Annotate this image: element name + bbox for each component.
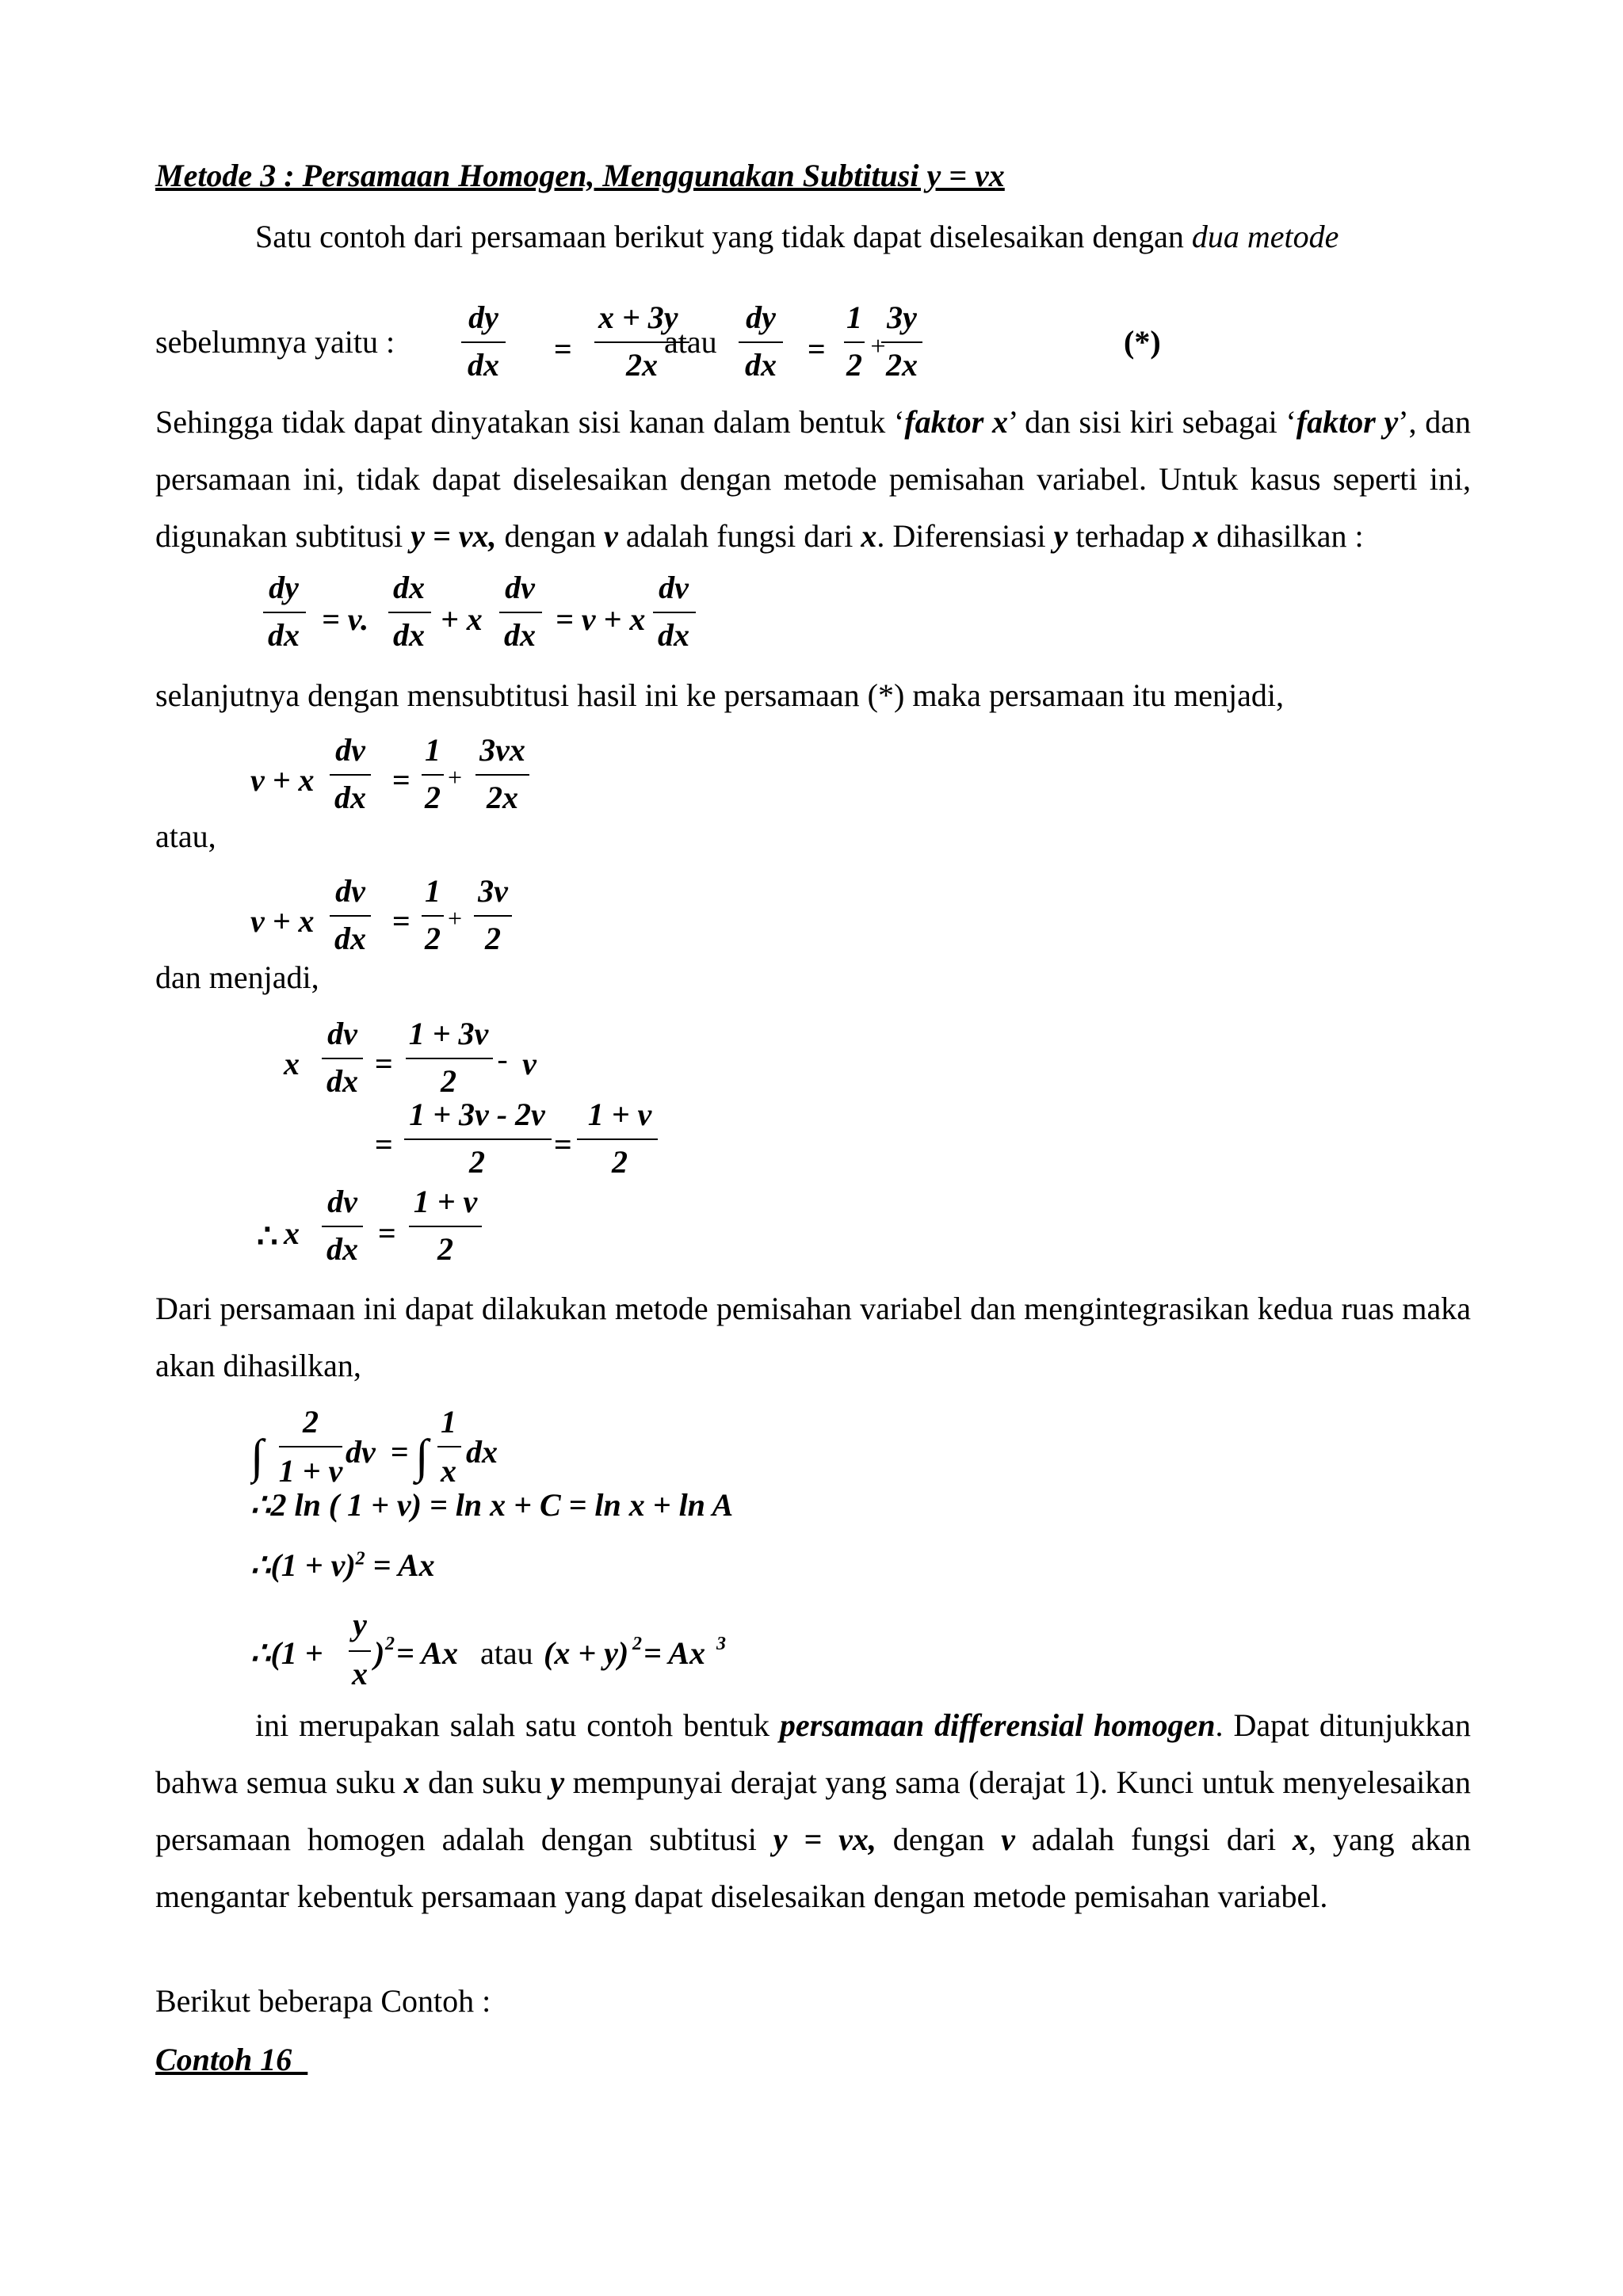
intro-text: Satu contoh dari persamaan berikut yang tidak dapat diselesaikan dengan xyxy=(255,219,1192,254)
integral-sign: ∫ xyxy=(415,1430,429,1482)
atau-label: atau xyxy=(664,324,717,360)
eq-term: = v. xyxy=(322,601,369,637)
frac-den: 2 xyxy=(441,1063,456,1099)
equals-sign: = xyxy=(374,1046,393,1081)
intro-italic: dua metode xyxy=(1191,219,1339,254)
equals-sign: = xyxy=(391,903,411,939)
text-run: , yang akan mengantar kebentuk persamaan yang dapat diselesaikan dengan metode pemisahan variabel. xyxy=(155,1821,1472,1914)
text-run-bold: y = vx, xyxy=(411,518,497,554)
example-heading: Contoh 16 xyxy=(155,2042,308,2077)
frac-den: dx xyxy=(504,617,536,653)
section-title: Metode 3 : Persamaan Homogen, Menggunakan Subtitusi y = vx xyxy=(155,158,1005,193)
eq-term: = Ax xyxy=(643,1635,705,1671)
word-atau: atau, xyxy=(155,818,216,854)
atau-label: atau xyxy=(480,1635,533,1671)
text-run-bold: v xyxy=(604,518,618,554)
frac-den: x xyxy=(441,1453,456,1489)
frac-den: 2x xyxy=(626,347,658,383)
frac-num: dv xyxy=(505,570,535,605)
equals-sign: = xyxy=(374,1127,393,1162)
equals-sign: = xyxy=(553,1127,572,1162)
text-run-bold: x xyxy=(861,518,877,554)
frac-num: dv xyxy=(335,732,365,768)
frac-den: 1 + v xyxy=(278,1453,343,1489)
frac-den: dx xyxy=(268,617,300,653)
equation-star xyxy=(444,292,999,395)
eq-term: x xyxy=(284,1046,300,1081)
frac-den: dx xyxy=(327,1231,358,1267)
equals-sign: = xyxy=(553,331,572,367)
frac-num: dv xyxy=(335,873,365,909)
frac-den: 2 xyxy=(485,921,501,956)
frac-num: dv xyxy=(659,570,689,605)
eq-term: v + x xyxy=(250,762,315,798)
superscript: 3 xyxy=(716,1634,726,1654)
equation-integral xyxy=(250,1402,583,1497)
frac-den: dx xyxy=(334,921,366,956)
eq-term: = v + x xyxy=(556,601,646,637)
text-run: dengan xyxy=(876,1821,1002,1857)
text-run: dihasilkan : xyxy=(1209,518,1364,554)
superscript: 2 xyxy=(355,1548,365,1569)
eq-term: = Ax xyxy=(396,1635,458,1671)
intro-lead: sebelumnya yaitu : xyxy=(155,324,395,360)
text-run-bold: persamaan differensial homogen xyxy=(779,1707,1216,1743)
text-run-bold: faktor y xyxy=(1296,404,1399,440)
eq-term: v + x xyxy=(250,903,315,939)
text-run: terhadap xyxy=(1067,518,1193,554)
equation-step-3 xyxy=(250,1013,694,1274)
frac-num: 2 xyxy=(303,1404,319,1440)
text-run: ∴(1 + v) xyxy=(250,1547,356,1583)
frac-num: dv xyxy=(327,1184,357,1219)
frac-num: 3v xyxy=(478,873,508,909)
frac-num: 1 xyxy=(441,1404,456,1440)
frac-den: dx xyxy=(393,617,425,653)
sentence-substitute: selanjutnya dengan mensubtitusi hasil ini ke persamaan (*) maka persamaan itu menjadi, xyxy=(155,677,1285,713)
paragraph-homogeneous xyxy=(155,1697,1471,1925)
eq-term: ) xyxy=(374,1635,385,1671)
frac-den: 2 xyxy=(437,1231,453,1267)
paragraph-separation: Dari persamaan ini dapat dilakukan metode pemisahan variabel dan mengintegrasikan kedua ruas maka akan dihasilkan, xyxy=(155,1291,1471,1383)
equals-sign: = xyxy=(377,1215,396,1251)
eq-term: x xyxy=(284,1215,300,1251)
frac-num: 1 + 3v xyxy=(408,1016,489,1051)
frac-den: 2 xyxy=(425,921,441,956)
plus-sign: + xyxy=(447,763,463,791)
plus-sign: + xyxy=(870,332,886,361)
frac-num: x + 3y xyxy=(598,299,678,335)
frac-num: 1 + v xyxy=(413,1184,478,1219)
frac-den: 2x xyxy=(487,780,518,815)
text-run-bold: y xyxy=(1053,518,1068,554)
therefore-symbol: ∴ xyxy=(257,1219,278,1255)
frac-den: dx xyxy=(334,780,366,815)
text-run: ’ dan sisi kiri sebagai ‘ xyxy=(1008,404,1296,440)
frac-num: 1 + v xyxy=(587,1097,652,1132)
result-log: ∴2 ln ( 1 + v) = ln x + C = ln x + ln A xyxy=(250,1487,734,1523)
frac-num: 1 xyxy=(425,873,441,909)
frac-num: dy xyxy=(468,299,498,335)
eq-term: dv xyxy=(346,1434,376,1470)
text-run: . Dapat ditunjukkan bahwa semua suku xyxy=(155,1707,1472,1800)
equation-step-1 xyxy=(250,729,567,824)
equation-step-2 xyxy=(250,870,567,965)
plus-sign: + xyxy=(447,904,463,933)
frac-den: 2x xyxy=(886,347,918,383)
equation-final xyxy=(250,1608,773,1695)
equation-star-label: (*) xyxy=(1124,324,1161,360)
text-run-bold: v xyxy=(1001,1821,1015,1857)
superscript: 2 xyxy=(385,1634,395,1654)
eq-term: v xyxy=(522,1046,537,1081)
frac-num: dv xyxy=(327,1016,357,1051)
frac-num: y xyxy=(353,1608,367,1642)
eq-term: (x + y) xyxy=(544,1635,629,1671)
eq-term: + x xyxy=(441,601,483,637)
frac-den: dx xyxy=(658,617,689,653)
equation-differentiation xyxy=(250,566,742,662)
text-run-bold: x xyxy=(403,1764,420,1800)
minus-sign: - xyxy=(497,1041,508,1077)
text-run: ’, dan persamaan ini, tidak dapat diselesaikan dengan metode pemisahan variabel. Untuk kasus seperti ini, digunakan subtitusi xyxy=(155,404,1471,554)
text-run: adalah fungsi dari xyxy=(1014,1821,1293,1857)
frac-den: 2 xyxy=(612,1144,628,1180)
text-run: mempunyai derajat yang sama (derajat 1). Kunci untuk menyelesaikan persamaan homogen adalah dengan subtitusi xyxy=(155,1764,1472,1857)
frac-num: 1 xyxy=(425,732,441,768)
eq-term: dx xyxy=(466,1434,498,1470)
text-run-bold: y xyxy=(550,1764,565,1800)
frac-den: dx xyxy=(468,347,499,383)
frac-den: 2 xyxy=(846,347,862,383)
eq-term: ∴(1 + xyxy=(250,1635,323,1671)
frac-den: 2 xyxy=(469,1144,485,1180)
equals-sign: = xyxy=(391,762,411,798)
intro-paragraph xyxy=(155,208,1471,265)
text-run: ini merupakan salah satu contoh bentuk xyxy=(255,1707,780,1743)
frac-num: 3y xyxy=(887,299,917,335)
frac-den: dx xyxy=(327,1063,358,1099)
text-run: = Ax xyxy=(365,1547,435,1583)
integral-sign: ∫ xyxy=(250,1430,264,1482)
text-run-bold: x xyxy=(1193,518,1209,554)
frac-den: x xyxy=(352,1656,368,1691)
frac-den: dx xyxy=(745,347,777,383)
frac-num: 1 xyxy=(846,299,862,335)
frac-num: dx xyxy=(393,570,425,605)
equals-sign: = xyxy=(390,1434,409,1470)
frac-num: 3vx xyxy=(479,732,525,768)
frac-num: 1 + 3v - 2v xyxy=(409,1097,545,1132)
text-run-bold: x xyxy=(1292,1821,1308,1857)
text-run: adalah fungsi dari xyxy=(617,518,861,554)
frac-num: dy xyxy=(269,570,299,605)
examples-intro: Berikut beberapa Contoh : xyxy=(155,1983,491,2019)
equals-sign: = xyxy=(807,331,826,367)
text-run: Sehingga tidak dapat dinyatakan sisi kanan dalam bentuk ‘ xyxy=(155,404,905,440)
result-square xyxy=(250,1547,435,1585)
text-run: dan suku xyxy=(419,1764,551,1800)
word-dan-menjadi: dan menjadi, xyxy=(155,959,319,995)
text-run: . Diferensiasi xyxy=(876,518,1054,554)
text-run-bold: faktor x xyxy=(904,404,1009,440)
frac-den: 2 xyxy=(425,780,441,815)
frac-num: dy xyxy=(746,299,776,335)
text-run-bold: y = vx, xyxy=(773,1821,876,1857)
paragraph-substitution xyxy=(155,394,1471,565)
text-run: dengan xyxy=(496,518,605,554)
superscript: 2 xyxy=(632,1634,642,1654)
